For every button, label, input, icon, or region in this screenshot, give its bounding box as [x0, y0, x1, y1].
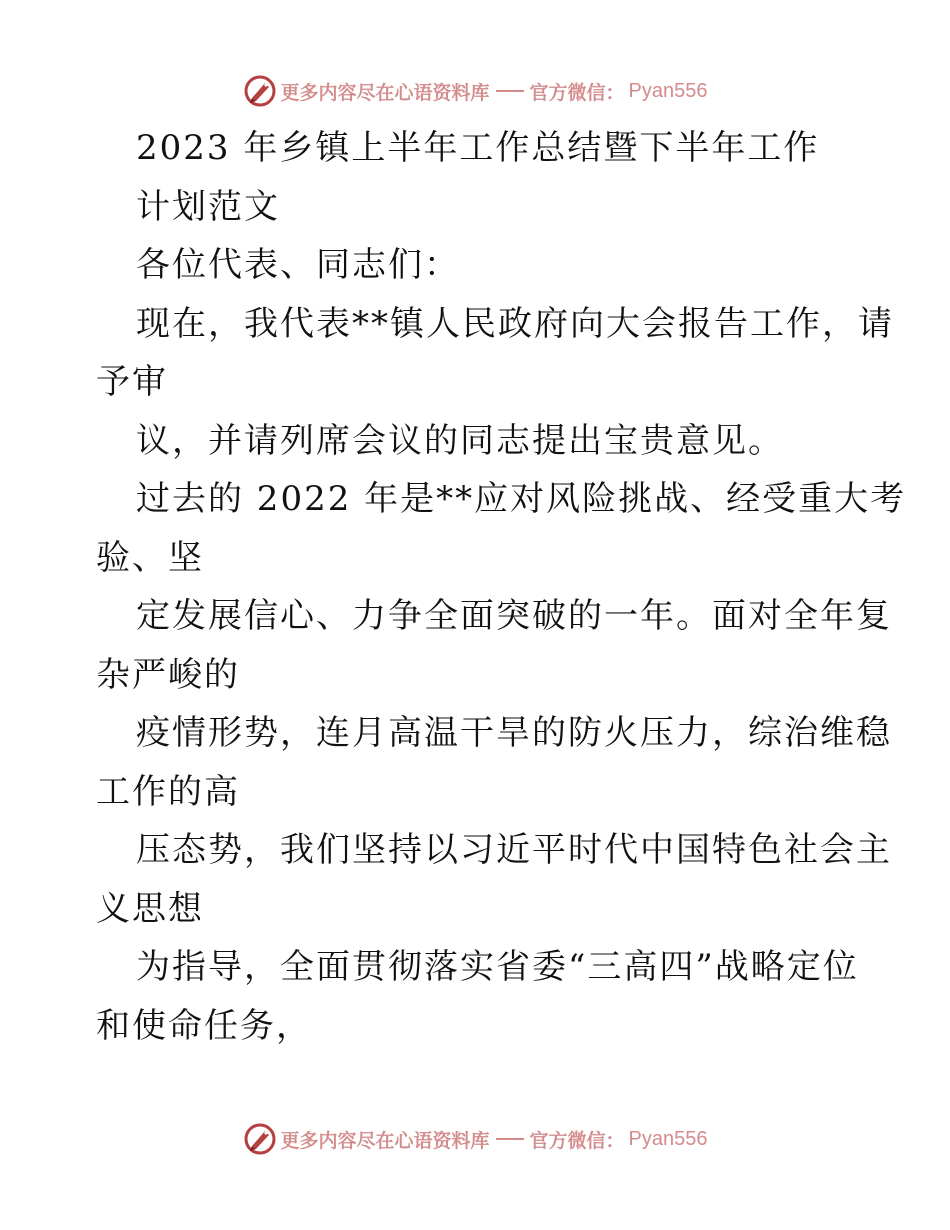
text-line: 压态势，我们坚持以习近平时代中国特色社会主 [136, 830, 892, 870]
text-line: 予审 [96, 362, 168, 402]
document-body [96, 119, 907, 1055]
banner-contact-label: 官方微信： [529, 1129, 625, 1152]
text-line: 过去的 2022 年是**应对风险挑战、经受重大考 [136, 479, 907, 519]
pen-logo-icon [243, 1122, 277, 1156]
text-line: 和使命任务， [96, 1005, 312, 1046]
banner-contact-label: 官方微信： [529, 81, 625, 104]
banner-brand-text: 更多内容尽在心语资料库 [280, 81, 490, 104]
text-line: 验、坚 [96, 537, 204, 578]
banner-dash [496, 1138, 524, 1140]
banner-contact-handle: Pyan556 [628, 1127, 708, 1150]
header-banner [0, 71, 950, 111]
document-title-line-2: 计划范文 [136, 186, 280, 227]
text-line: 疫情形势，连月高温干旱的防火压力，综治维稳 [136, 713, 892, 753]
banner-dash [496, 90, 524, 92]
text-line: 各位代表、同志们： [136, 245, 460, 285]
document-title-line-1: 2023 年乡镇上半年工作总结暨下半年工作 [136, 128, 820, 168]
text-line: 杂严峻的 [96, 654, 240, 695]
text-line: 义思想 [96, 888, 204, 929]
pen-logo-icon [243, 74, 277, 108]
text-line: 定发展信心、力争全面突破的一年。面对全年复 [136, 596, 892, 636]
text-line: 工作的高 [96, 771, 240, 812]
text-line: 议，并请列席会议的同志提出宝贵意见。 [136, 420, 784, 461]
banner-brand-text: 更多内容尽在心语资料库 [280, 1129, 490, 1152]
footer-banner [0, 1119, 950, 1159]
text-line: 现在，我代表**镇人民政府向大会报告工作，请 [136, 303, 894, 344]
text-line: 为指导，全面贯彻落实省委“三高四”战略定位 [136, 947, 859, 987]
banner-contact-handle: Pyan556 [628, 79, 708, 102]
